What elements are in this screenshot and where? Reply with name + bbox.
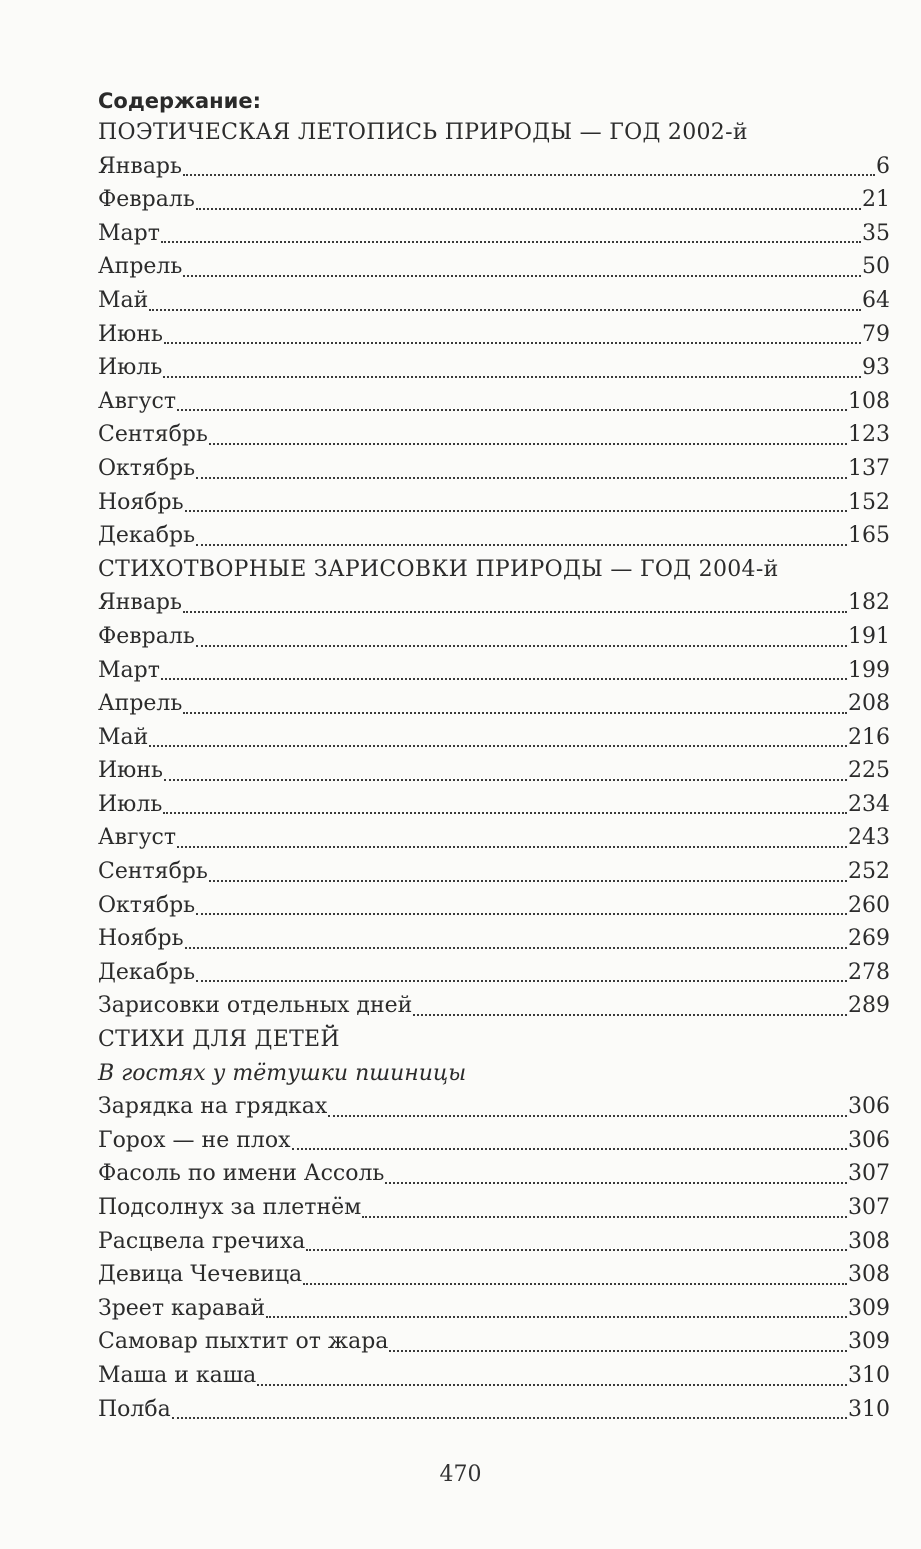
toc-entry[interactable] [98, 183, 890, 217]
entry-page: 50 [862, 254, 890, 280]
entry-title: Август [98, 825, 177, 851]
toc-entry[interactable] [98, 284, 890, 318]
entry-title: Ноябрь [98, 926, 184, 952]
entry-page: 307 [848, 1161, 890, 1187]
entry-title: Июнь [98, 321, 163, 347]
entry-page: 108 [848, 388, 890, 414]
section-title: СТИХИ ДЛЯ ДЕТЕЙ [98, 1027, 340, 1053]
entry-page: 21 [862, 187, 890, 213]
dot-leader [183, 275, 861, 277]
entry-title: Полба [98, 1396, 171, 1422]
contents-heading: Содержание: [98, 89, 262, 113]
entry-page: 310 [848, 1396, 890, 1422]
entry-title: Сентябрь [98, 859, 208, 885]
dot-leader [292, 1148, 848, 1150]
entry-page: 208 [848, 691, 890, 717]
entry-title: Декабрь [98, 959, 196, 985]
entry-title: Октябрь [98, 892, 196, 918]
entry-page: 269 [848, 926, 890, 952]
entry-title: Горох — не плох [98, 1127, 291, 1153]
toc-entry[interactable] [98, 754, 890, 788]
dot-leader [196, 477, 847, 479]
dot-leader [266, 1316, 847, 1318]
toc-entry[interactable] [98, 1359, 890, 1393]
dot-leader [385, 1182, 847, 1184]
entry-title: Апрель [98, 254, 183, 280]
entry-title: Март [98, 657, 160, 683]
dot-leader [257, 1384, 847, 1386]
dot-leader [183, 712, 847, 714]
entry-page: 234 [848, 791, 890, 817]
entry-title: Июнь [98, 758, 163, 784]
toc-entry[interactable] [98, 855, 890, 889]
entry-page: 225 [848, 758, 890, 784]
entry-page: 93 [862, 355, 890, 381]
entry-page: 123 [848, 422, 890, 448]
toc-entry[interactable] [98, 318, 890, 352]
toc-entry[interactable] [98, 418, 890, 452]
table-of-contents [98, 86, 890, 1426]
toc-entry[interactable] [98, 250, 890, 284]
entry-title: Январь [98, 590, 182, 616]
toc-entry[interactable] [98, 922, 890, 956]
toc-entry[interactable] [98, 1325, 890, 1359]
entry-page: 307 [848, 1195, 890, 1220]
entry-page: 79 [862, 321, 890, 347]
toc-entry[interactable] [98, 821, 890, 855]
entry-title: Июль [98, 355, 163, 381]
dot-leader [177, 846, 847, 848]
dot-leader [185, 510, 847, 512]
dot-leader [183, 611, 847, 613]
dot-leader [328, 1115, 847, 1117]
dot-leader [149, 309, 861, 311]
dot-leader [183, 174, 875, 176]
entry-title: Зарядка на грядках [98, 1094, 328, 1120]
toc-entry[interactable] [98, 1292, 890, 1326]
dot-leader [196, 645, 847, 647]
dot-leader [196, 980, 847, 982]
entry-title: Декабрь [98, 523, 196, 549]
entry-title: Май [98, 724, 149, 750]
dot-leader [161, 241, 861, 243]
dot-leader [149, 745, 847, 747]
dot-leader [303, 1283, 847, 1285]
toc-entry[interactable] [98, 150, 890, 184]
dot-leader [389, 1350, 847, 1352]
entry-title: Май [98, 287, 149, 313]
entry-page: 309 [848, 1295, 890, 1321]
toc-entry[interactable] [98, 889, 890, 923]
toc-entry[interactable] [98, 654, 890, 688]
page-number: 470 [439, 1462, 482, 1487]
toc-entry[interactable] [98, 1157, 890, 1191]
toc-entry[interactable] [98, 687, 890, 721]
toc-entry[interactable] [98, 620, 890, 654]
entry-page: 137 [848, 455, 890, 481]
entry-page: 260 [848, 892, 890, 918]
dot-leader [172, 1417, 847, 1419]
dot-leader [164, 342, 861, 344]
entry-title: Февраль [98, 623, 195, 649]
toc-entry[interactable] [98, 351, 890, 385]
subsection-title: В гостях у тётушки пшиницы [98, 1060, 467, 1086]
entry-page: 216 [848, 724, 890, 750]
toc-entry[interactable] [98, 1225, 890, 1259]
toc-entry[interactable] [98, 1090, 890, 1124]
toc-entry[interactable] [98, 217, 890, 251]
section-title: ПОЭТИЧЕСКАЯ ЛЕТОПИСЬ ПРИРОДЫ — ГОД 2002-й [98, 120, 748, 145]
entry-page: 152 [848, 489, 890, 515]
dot-leader [209, 880, 847, 882]
entry-page: 35 [862, 220, 890, 246]
entry-title: Ноябрь [98, 489, 184, 515]
entry-page: 64 [862, 287, 890, 313]
entry-page: 309 [848, 1329, 890, 1355]
entry-page: 306 [848, 1094, 890, 1120]
entry-page: 310 [848, 1362, 890, 1388]
entry-title: Зарисовки отдельных дней [98, 993, 413, 1019]
entry-page: 191 [848, 623, 890, 649]
entry-page: 6 [876, 153, 890, 179]
entry-title: Зреет каравай [98, 1295, 266, 1321]
toc-entry[interactable] [98, 1393, 890, 1427]
entry-title: Февраль [98, 187, 195, 213]
toc-entry[interactable] [98, 721, 890, 755]
entry-page: 165 [848, 523, 890, 549]
dot-leader [196, 208, 861, 210]
dot-leader [163, 376, 861, 378]
entry-title: Расцвела гречиха [98, 1228, 306, 1254]
entry-page: 278 [848, 959, 890, 985]
toc-entry[interactable] [98, 385, 890, 419]
entry-page: 252 [848, 859, 890, 885]
toc-entry[interactable] [98, 519, 890, 553]
dot-leader [196, 544, 847, 546]
entry-title: Июль [98, 791, 163, 817]
toc-entry[interactable] [98, 1191, 890, 1225]
dot-leader [413, 1014, 847, 1016]
entry-page: 243 [848, 825, 890, 851]
dot-leader [164, 779, 847, 781]
entry-title: Подсолнух за плетнём [98, 1195, 362, 1220]
section-title: СТИХОТВОРНЫЕ ЗАРИСОВКИ ПРИРОДЫ — ГОД 2004-й [98, 556, 779, 582]
dot-leader [163, 812, 847, 814]
toc-entry[interactable] [98, 956, 890, 990]
entry-page: 308 [848, 1262, 890, 1288]
entry-page: 306 [848, 1127, 890, 1153]
entry-page: 182 [848, 590, 890, 616]
entry-title: Апрель [98, 691, 183, 717]
entry-title: Фасоль по имени Ассоль [98, 1161, 385, 1187]
toc-entry[interactable] [98, 586, 890, 620]
dot-leader [196, 913, 847, 915]
entry-title: Январь [98, 153, 182, 179]
dot-leader [185, 947, 847, 949]
toc-entry[interactable] [98, 452, 890, 486]
entry-title: Самовар пыхтит от жара [98, 1329, 389, 1355]
entry-page: 199 [848, 657, 890, 683]
toc-entry[interactable] [98, 486, 890, 520]
entry-page: 289 [848, 993, 890, 1019]
entry-title: Сентябрь [98, 422, 208, 448]
toc-entry[interactable] [98, 1124, 890, 1158]
toc-entry[interactable] [98, 989, 890, 1023]
toc-entry[interactable] [98, 788, 890, 822]
entry-title: Август [98, 388, 177, 414]
dot-leader [209, 443, 847, 445]
entry-title: Октябрь [98, 455, 196, 481]
entry-title: Маша и каша [98, 1362, 257, 1388]
dot-leader [306, 1249, 847, 1251]
entry-title: Девица Чечевица [98, 1262, 303, 1288]
dot-leader [362, 1216, 847, 1218]
dot-leader [177, 409, 847, 411]
dot-leader [161, 678, 847, 680]
toc-entry[interactable] [98, 1258, 890, 1292]
entry-page: 308 [848, 1228, 890, 1254]
entry-title: Март [98, 220, 160, 246]
